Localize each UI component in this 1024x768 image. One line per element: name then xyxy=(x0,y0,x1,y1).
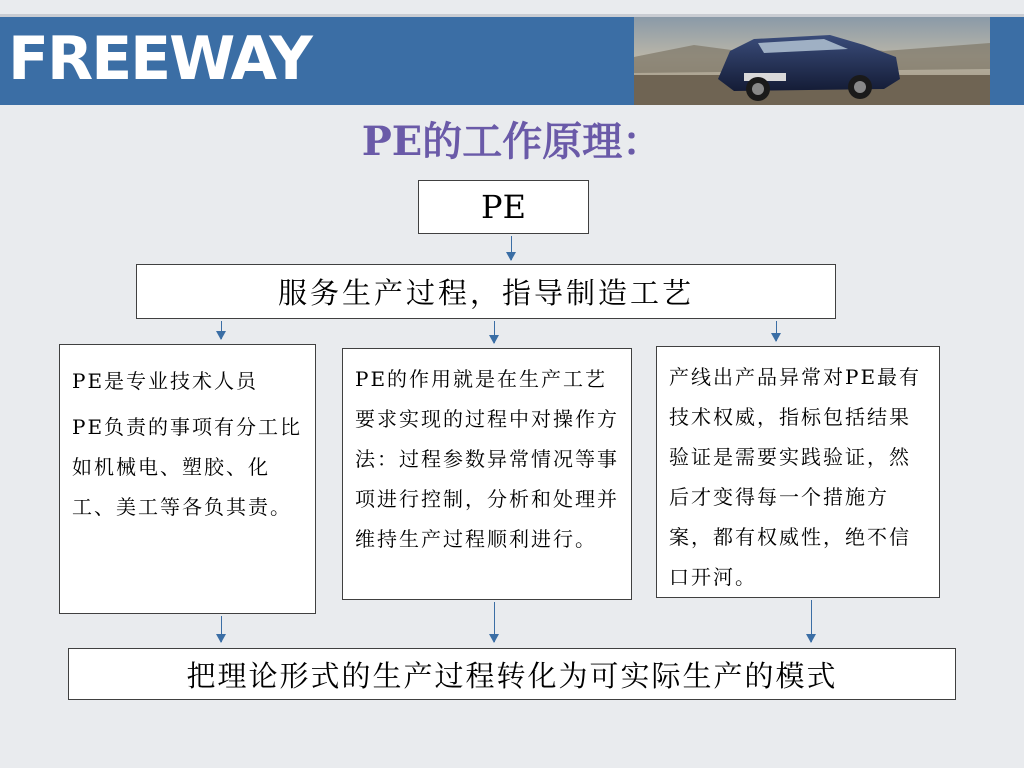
role-box xyxy=(59,344,316,614)
function-box: PE的作用就是在生产工艺要求实现的过程中对操作方法：过程参数异常情况等事项进行控制，分析和处理并维持生产过程顺利进行。 xyxy=(342,348,632,600)
arrow-pe-to-serve xyxy=(511,236,512,260)
pe-box: PE xyxy=(418,180,589,234)
suv-image xyxy=(634,17,990,105)
serve-process-box: 服务生产过程，指导制造工艺 xyxy=(136,264,836,319)
arrow-col2-to-final xyxy=(494,602,495,642)
final-mode-box: 把理论形式的生产过程转化为可实际生产的模式 xyxy=(68,648,956,700)
authority-box: 产线出产品异常对PE最有技术权威，指标包括结果验证是需要实践验证，然后才变得每一个措施方案，都有权威性，绝不信口开河。 xyxy=(656,346,940,598)
suv-photo xyxy=(634,17,990,105)
arrow-serve-to-col1 xyxy=(221,321,222,339)
freeway-logo: FREEWAY xyxy=(8,24,311,94)
slide-title: PE的工作原理： xyxy=(361,118,663,165)
banner-end xyxy=(990,17,1024,105)
arrow-serve-to-col3 xyxy=(776,321,777,341)
arrow-col3-to-final xyxy=(811,600,812,642)
role-description: PE负责的事项有分工比如机械电、塑胶、化工、美工等各负其责。 xyxy=(72,415,303,519)
role-title: PE是专业技术人员 xyxy=(72,369,259,393)
arrow-col1-to-final xyxy=(221,616,222,642)
arrow-serve-to-col2 xyxy=(494,321,495,343)
header-banner xyxy=(0,14,1024,105)
